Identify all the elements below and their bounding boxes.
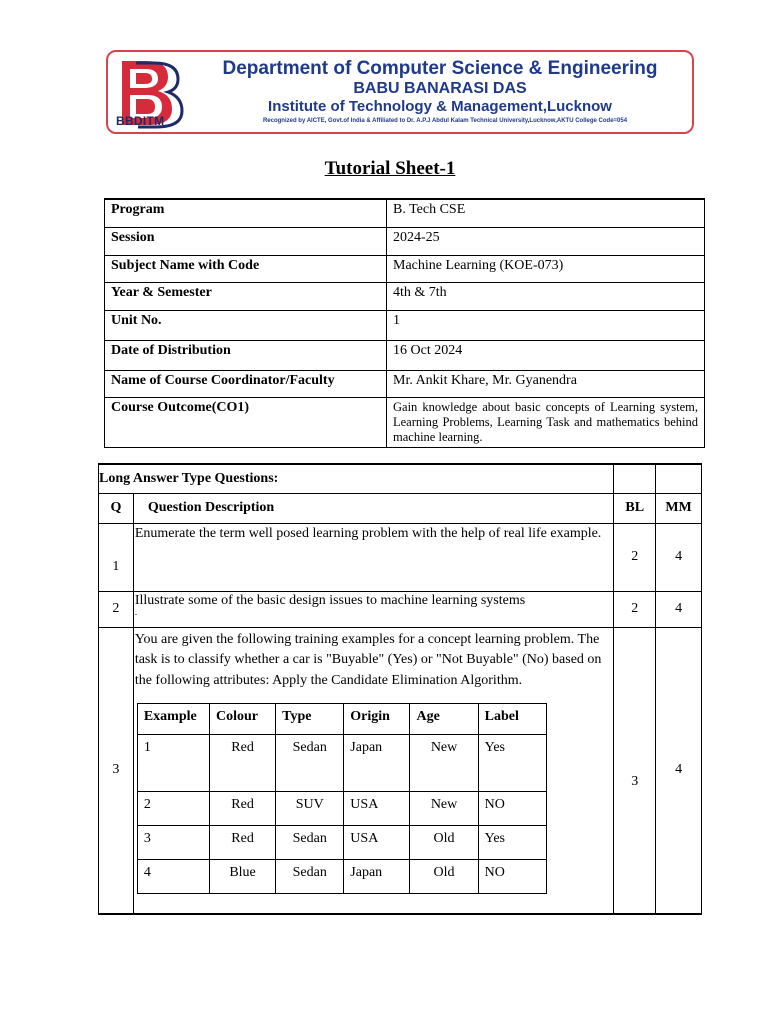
example-cell: Red [209, 826, 275, 860]
question-number: 2 [99, 591, 134, 627]
example-header-cell: Colour [209, 704, 275, 735]
question-text: Enumerate the term well posed learning problem with the help of real life example. [133, 523, 613, 591]
example-cell: 3 [137, 826, 209, 860]
info-value: B. Tech CSE [387, 199, 705, 227]
info-row [105, 370, 705, 397]
example-cell: Sedan [276, 735, 344, 792]
department-name: Department of Computer Science & Engineering [222, 58, 658, 79]
example-header-cell: Age [410, 704, 478, 735]
example-row [137, 735, 546, 792]
info-value: Gain knowledge about basic concepts of Learning system, Learning Problems, Learning Task and mathematics behind machine learning. [387, 397, 705, 447]
example-cell: New [410, 735, 478, 792]
example-cell: 4 [137, 860, 209, 894]
example-cell: Yes [478, 826, 546, 860]
example-cell: Old [410, 826, 478, 860]
example-cell: SUV [276, 792, 344, 826]
info-value: 4th & 7th [387, 282, 705, 310]
question-row [99, 523, 702, 591]
question-bl: 2 [614, 523, 656, 591]
training-examples-table [137, 703, 547, 894]
question-bl: 3 [614, 627, 656, 914]
example-cell: Japan [344, 860, 410, 894]
example-cell: NO [478, 860, 546, 894]
question-row [99, 627, 702, 914]
example-header-cell: Origin [344, 704, 410, 735]
question-number: 1 [99, 523, 134, 591]
question-number: 3 [99, 627, 134, 914]
example-cell: Blue [209, 860, 275, 894]
header-mm: MM [656, 493, 702, 523]
example-cell: Japan [344, 735, 410, 792]
question-text: You are given the following training examples for a concept learning problem. The task is to classify whether a car is "Buyable" (Yes) or "Not Buyable" (No) based on the following attributes: Apply the Candidate Elimination Algorithm. [134, 631, 602, 688]
info-value: Machine Learning (KOE-073) [387, 255, 705, 282]
example-cell: Red [209, 735, 275, 792]
example-cell: Red [209, 792, 275, 826]
info-value: 2024-25 [387, 227, 705, 255]
info-row [105, 199, 705, 227]
question-mark: . [134, 606, 138, 617]
example-row [137, 792, 546, 826]
example-cell: USA [344, 792, 410, 826]
example-cell: New [410, 792, 478, 826]
info-row [105, 310, 705, 340]
info-key: Course Outcome(CO1) [105, 397, 387, 447]
section-title: Long Answer Type Questions: [99, 464, 614, 493]
example-cell: Sedan [276, 826, 344, 860]
info-row [105, 227, 705, 255]
recognition-note: Recognized by AICTE, Govt.of India & Affiliated to Dr. A.P.J Abdul Kalam Technical University,Lucknow,AKTU College Code=054 [262, 118, 628, 124]
example-cell: NO [478, 792, 546, 826]
question-text: Illustrate some of the basic design issues to machine learning systems [134, 592, 526, 608]
example-cell: 2 [137, 792, 209, 826]
header-description: Question Description [133, 493, 613, 523]
info-row [105, 282, 705, 310]
question-mm: 4 [656, 627, 702, 914]
info-key: Subject Name with Code [105, 255, 387, 282]
example-row [137, 860, 546, 894]
info-row [105, 340, 705, 370]
info-key: Unit No. [105, 310, 387, 340]
logo-text: BBDITM [116, 114, 165, 128]
info-key: Program [105, 199, 387, 227]
question-mm: 4 [656, 523, 702, 591]
info-key: Session [105, 227, 387, 255]
info-row [105, 255, 705, 282]
question-mm: 4 [656, 591, 702, 627]
institute-name: BABU BANARASI DAS [353, 80, 527, 97]
questions-table [98, 463, 702, 915]
example-cell: 1 [137, 735, 209, 792]
example-cell: Yes [478, 735, 546, 792]
info-value: 1 [387, 310, 705, 340]
example-header-cell: Example [137, 704, 209, 735]
college-banner [106, 50, 694, 134]
sheet-title: Tutorial Sheet-1 [324, 158, 456, 179]
example-header-cell: Label [478, 704, 546, 735]
example-cell: USA [344, 826, 410, 860]
info-key: Name of Course Coordinator/Faculty [105, 370, 387, 397]
example-cell: Sedan [276, 860, 344, 894]
info-row [105, 397, 705, 447]
institute-subtitle: Institute of Technology & Management,Lucknow [268, 98, 612, 115]
header-q: Q [99, 493, 134, 523]
example-row [137, 826, 546, 860]
example-cell: Old [410, 860, 478, 894]
info-value: 16 Oct 2024 [387, 340, 705, 370]
header-bl: BL [614, 493, 656, 523]
example-header-cell: Type [276, 704, 344, 735]
question-row [99, 591, 702, 627]
course-info-table [104, 198, 705, 448]
info-key: Year & Semester [105, 282, 387, 310]
question-bl: 2 [614, 591, 656, 627]
info-value: Mr. Ankit Khare, Mr. Gyanendra [387, 370, 705, 397]
info-key: Date of Distribution [105, 340, 387, 370]
